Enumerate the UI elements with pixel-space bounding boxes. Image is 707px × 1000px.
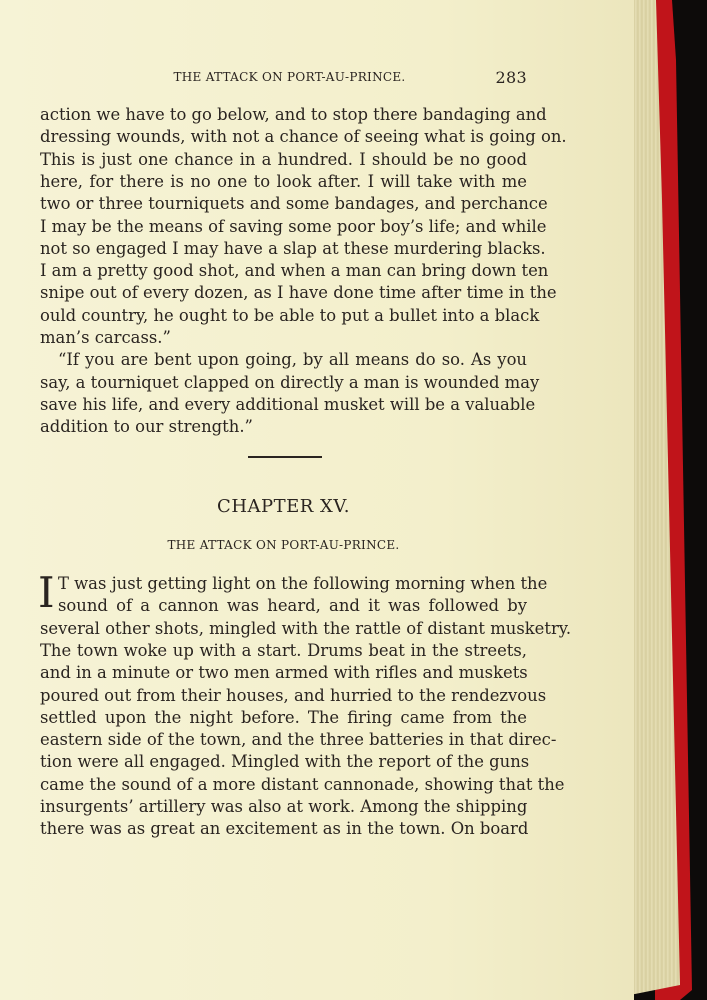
text-line: settled upon the night before. The firing came from the [40, 707, 527, 727]
page-number: 283 [495, 68, 527, 87]
text-line: sound of a cannon was heard, and it was followed by [58, 596, 527, 616]
text-line: dressing wounds, with not a chance of seeing what is going on. [40, 127, 567, 147]
text-line: two or three tourniquets and some bandages, and perchance [40, 194, 548, 214]
text-line: I may be the means of saving some poor boy’s life; and while [40, 216, 547, 236]
text-line: here, for there is no one to look after. I will take with me [40, 171, 527, 191]
chapter-heading: CHAPTER XV. [217, 496, 350, 517]
text-line: man’s carcass.” [40, 328, 171, 347]
text-line: save his life, and every additional musket will be a valuable [40, 394, 536, 414]
text-line: snipe out of every dozen, as I have done time after time in the [40, 283, 557, 303]
text-line: T was just getting light on the following morning when the [58, 574, 548, 593]
text-line: This is just one chance in a hundred. I should be no good [40, 149, 527, 169]
text-line: eastern side of the town, and the three batteries in that direc- [40, 730, 557, 750]
text-line: action we have to go below, and to stop there bandaging and [40, 105, 547, 124]
text-line: insurgents’ artillery was also at work. Among the shipping [40, 797, 528, 816]
text-line: “If you are bent upon going, by all means do so. As you [58, 350, 527, 370]
text-line: say, a tourniquet clapped on directly a man is wounded may [40, 372, 540, 392]
chapter-title: THE ATTACK ON PORT-AU-PRINCE. [167, 538, 400, 552]
section-divider [248, 456, 322, 458]
text-line: several other shots, mingled with the rattle of distant musketry. [40, 618, 572, 638]
text-line: addition to our strength.” [40, 417, 253, 437]
running-head-title: THE ATTACK ON PORT-AU-PRINCE. [173, 70, 406, 84]
text-line: tion were all engaged. Mingled with the report of the guns [40, 752, 530, 772]
text-line: poured out from their houses, and hurried to the rendezvous [40, 685, 547, 705]
text-line: not so engaged I may have a slap at these murdering blacks. [40, 238, 546, 258]
text-line: and in a minute or two men armed with rifles and muskets [40, 663, 528, 683]
text-line: came the sound of a more distant cannonade, showing that the [40, 774, 565, 794]
text-line: The town woke up with a start. Drums beat in the streets, [40, 640, 527, 660]
text-line: ould country, he ought to be able to put a bullet into a black [40, 305, 540, 325]
text-line: I am a pretty good shot, and when a man can bring down ten [40, 261, 549, 281]
text-line: there was as great an excitement as in the town. On board [40, 819, 529, 839]
running-head [40, 68, 527, 88]
drop-cap: I [38, 568, 55, 617]
